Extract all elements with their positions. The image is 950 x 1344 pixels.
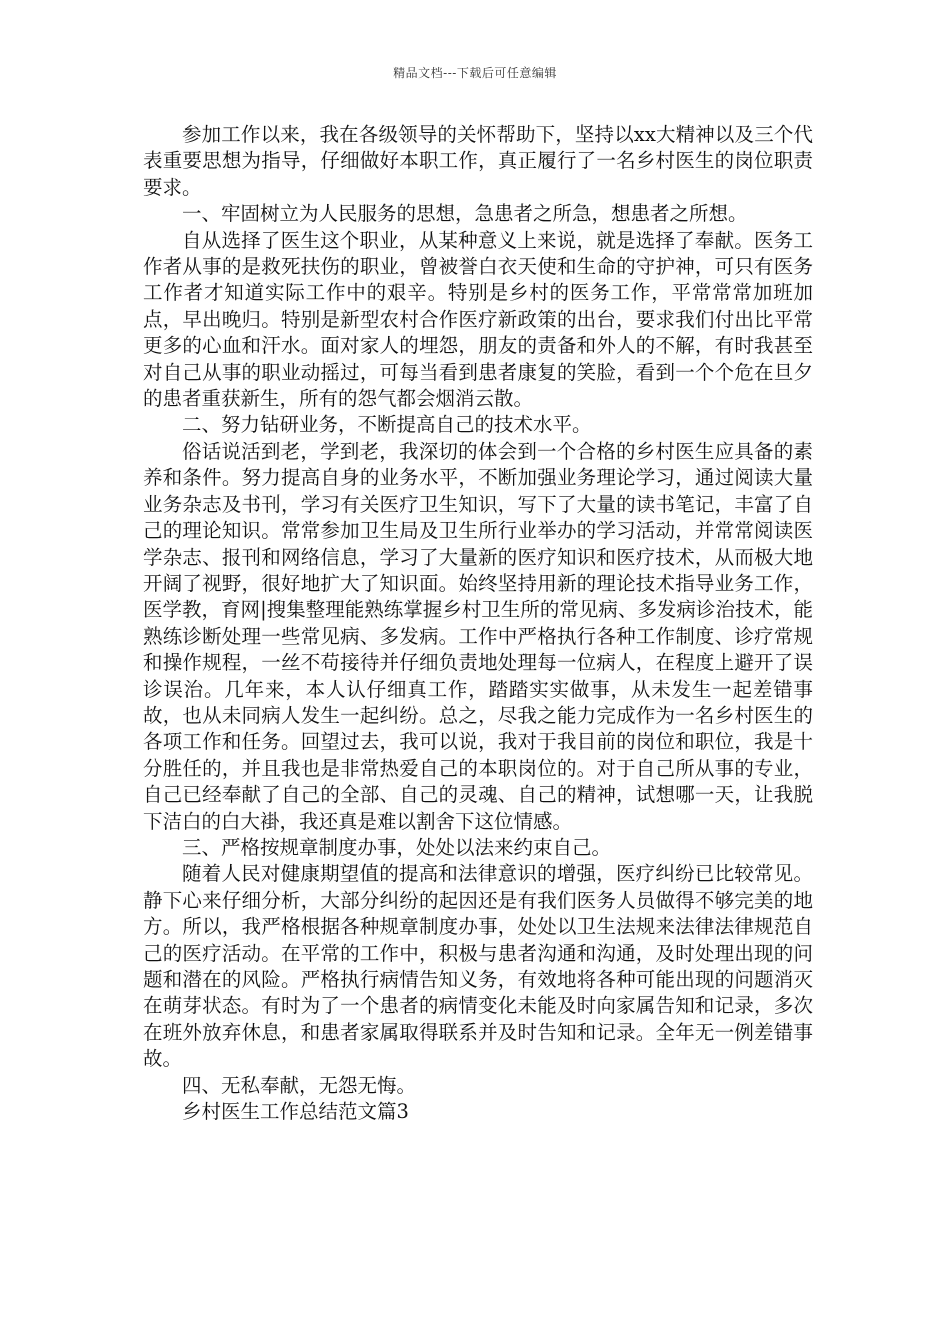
paragraph-section-2: 俗话说活到老，学到老，我深切的体会到一个合格的乡村医生应具备的素养和条件。努力提高自身的业务水平，不断加强业务理论学习，通过阅读大量业务杂志及书刊，学习有关医疗卫生知识，写下了大量的读书笔记，丰富了自己的理论知识。常常参加卫生局及卫生所行业举办的学习活动，并常常阅读医学杂志、报刊和网络信息，学习了大量新的医疗知识和医疗技术，从而极大地开阔了视野，很好地扩大了知识面。始终坚持用新的理论技术指导业务工作，医学教，育网|搜集整理能熟练掌握乡村卫生所的常见病、多发病诊治技术，能熟练诊断处理一些常见病、多发病。工作中严格执行各种工作制度、诊疗常规和操作规程，一丝不苟接待并仔细负责地处理每一位病人，在程度上避开了误诊误治。几年来，本人认仔细真工作，踏踏实实做事，从未发生一起差错事故，也从未同病人发生一起纠纷。总之，尽我之能力完成作为一名乡村医生的各项工作和任务。回望过去，我可以说，我对于我目前的岗位和职位，我是十分胜任的，并且我也是非常热爱自己的本职岗位的。对于自己所从事的专业，自己已经奉献了自己的全部、自己的灵魂、自己的精神，试想哪一天，让我脱下洁白的白大褂，我还真是难以割舍下这位情感。	[143, 439, 813, 833]
next-article-title: 乡村医生工作总结范文篇3	[182, 1100, 409, 1124]
section-heading-2: 二、努力钻研业务，不断提高自己的技术水平。	[182, 413, 592, 437]
paragraph-intro: 参加工作以来，我在各级领导的关怀帮助下，坚持以xx大精神以及三个代表重要思想为指导，仔细做好本职工作，真正履行了一名乡村医生的岗位职责要求。	[143, 123, 813, 199]
paragraph-section-3: 随着人民对健康期望值的提高和法律意识的增强，医疗纠纷已比较常见。静下心来仔细分析，大部分纠纷的起因还是有我们医务人员做得不够完美的地方。所以，我严格根据各种规章制度办事，处处以卫生法规来法律法律规范自己的医疗活动。在平常的工作中，积极与患者沟通和沟通，及时处理出现的问题和潜在的风险。严格执行病情告知义务，有效地将各种可能出现的问题消灭在萌芽状态。有时为了一个患者的病情变化未能及时向家属告知和记录，多次在班外放弃休息，和患者家属取得联系并及时告知和记录。全年无一例差错事故。	[143, 862, 813, 1071]
paragraph-section-1: 自从选择了医生这个职业，从某种意义上来说，就是选择了奉献。医务工作者从事的是救死扶伤的职业，曾被誉白衣天使和生命的守护神，可只有医务工作者才知道实际工作中的艰辛。特别是乡村的医务工作，平常常常加班加点，早出晚归。特别是新型农村合作医疗新政策的出台，要求我们付出比平常更多的心血和汗水。面对家人的埋怨，朋友的责备和外人的不解，有时我甚至对自己从事的职业动摇过，可每当看到患者康复的笑脸，看到一个个危在旦夕的患者重获新生，所有的怨气都会烟消云散。	[143, 228, 813, 411]
page-header: 精品文档---下载后可任意编辑	[393, 66, 557, 80]
document-body	[143, 122, 813, 1125]
section-heading-3: 三、严格按规章制度办事，处处以法来约束自己。	[182, 835, 612, 859]
section-heading-4: 四、无私奉献，无怨无悔。	[182, 1073, 417, 1097]
section-heading-1: 一、牢固树立为人民服务的思想，急患者之所急，想患者之所想。	[182, 202, 748, 226]
